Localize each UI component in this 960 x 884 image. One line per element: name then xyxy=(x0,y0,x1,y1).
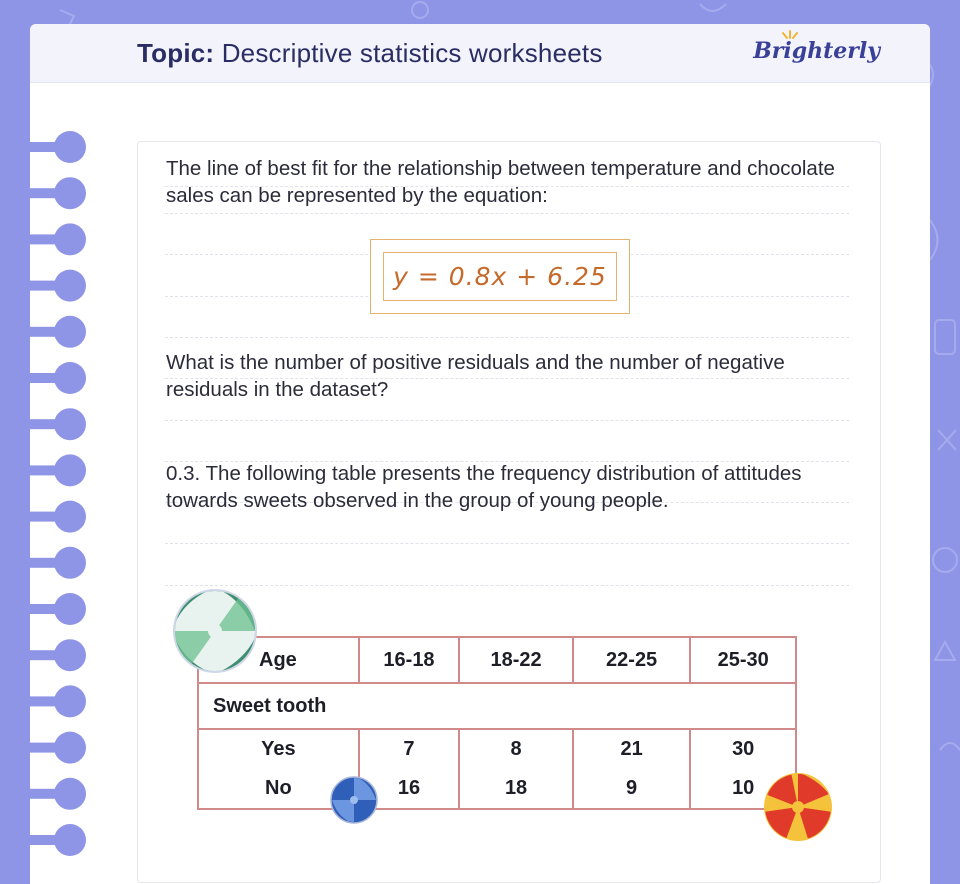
row-label: Yes xyxy=(198,729,359,769)
spiral-ring xyxy=(54,362,86,394)
topic-label: Topic: xyxy=(137,38,215,68)
table-cell: 8 xyxy=(459,729,573,769)
spiral-ring xyxy=(54,270,86,302)
equation: y = 0.8x + 6.25 xyxy=(383,252,617,301)
ruled-line xyxy=(165,585,849,586)
green-candy-icon xyxy=(172,588,258,674)
age-group-header: 22-25 xyxy=(573,637,691,683)
spiral-ring xyxy=(54,316,86,348)
table-cell: 7 xyxy=(359,729,460,769)
topic-title: Descriptive statistics worksheets xyxy=(221,38,603,68)
table-row xyxy=(198,769,796,809)
ruled-line xyxy=(165,543,849,544)
equation-box xyxy=(370,239,630,314)
spiral-ring xyxy=(54,639,86,671)
spiral-ring xyxy=(54,685,86,717)
table-cell: 18 xyxy=(459,769,573,809)
brand-logo xyxy=(753,38,880,64)
age-group-header: 16-18 xyxy=(359,637,460,683)
table-cell: 9 xyxy=(573,769,691,809)
sweet-tooth-row xyxy=(198,683,796,729)
spiral-ring xyxy=(54,547,86,579)
task-text: 0.3. The following table presents the frequency distribution of attitudes towards sweets observed in the group of young people. xyxy=(166,462,802,512)
spiral-ring xyxy=(54,177,86,209)
red-candy-icon xyxy=(763,772,833,842)
question-text: What is the number of positive residuals and the number of negative residuals in the dataset? xyxy=(166,351,785,401)
spiral-ring xyxy=(54,454,86,486)
table-cell: 10 xyxy=(690,769,796,809)
logo-text: Brighterly xyxy=(753,38,880,64)
table-header-row xyxy=(198,637,796,683)
page-title xyxy=(137,38,603,69)
spiral-ring xyxy=(54,501,86,533)
blue-candy-icon xyxy=(330,776,378,824)
spiral-ring xyxy=(54,824,86,856)
row-label: No xyxy=(198,769,359,809)
ruled-line xyxy=(165,337,849,338)
header-bar xyxy=(30,24,930,83)
spiral-ring xyxy=(54,732,86,764)
sweet-tooth-label: Sweet tooth xyxy=(198,683,796,729)
age-header: Age xyxy=(198,637,359,683)
ruled-line xyxy=(165,420,849,421)
age-group-header: 25-30 xyxy=(690,637,796,683)
spiral-ring xyxy=(54,223,86,255)
sun-icon xyxy=(779,29,801,41)
spiral-binding xyxy=(0,0,100,868)
age-group-header: 18-22 xyxy=(459,637,573,683)
table-cell: 30 xyxy=(690,729,796,769)
frequency-table xyxy=(197,636,797,810)
spiral-ring xyxy=(54,593,86,625)
table-cell: 21 xyxy=(573,729,691,769)
ruled-line xyxy=(165,213,849,214)
spiral-ring xyxy=(54,778,86,810)
spiral-ring xyxy=(54,131,86,163)
intro-text: The line of best fit for the relationship between temperature and chocolate sales can be represented by the equation: xyxy=(166,157,835,207)
table-cell: 16 xyxy=(359,769,460,809)
table-row xyxy=(198,729,796,769)
spiral-ring xyxy=(54,408,86,440)
